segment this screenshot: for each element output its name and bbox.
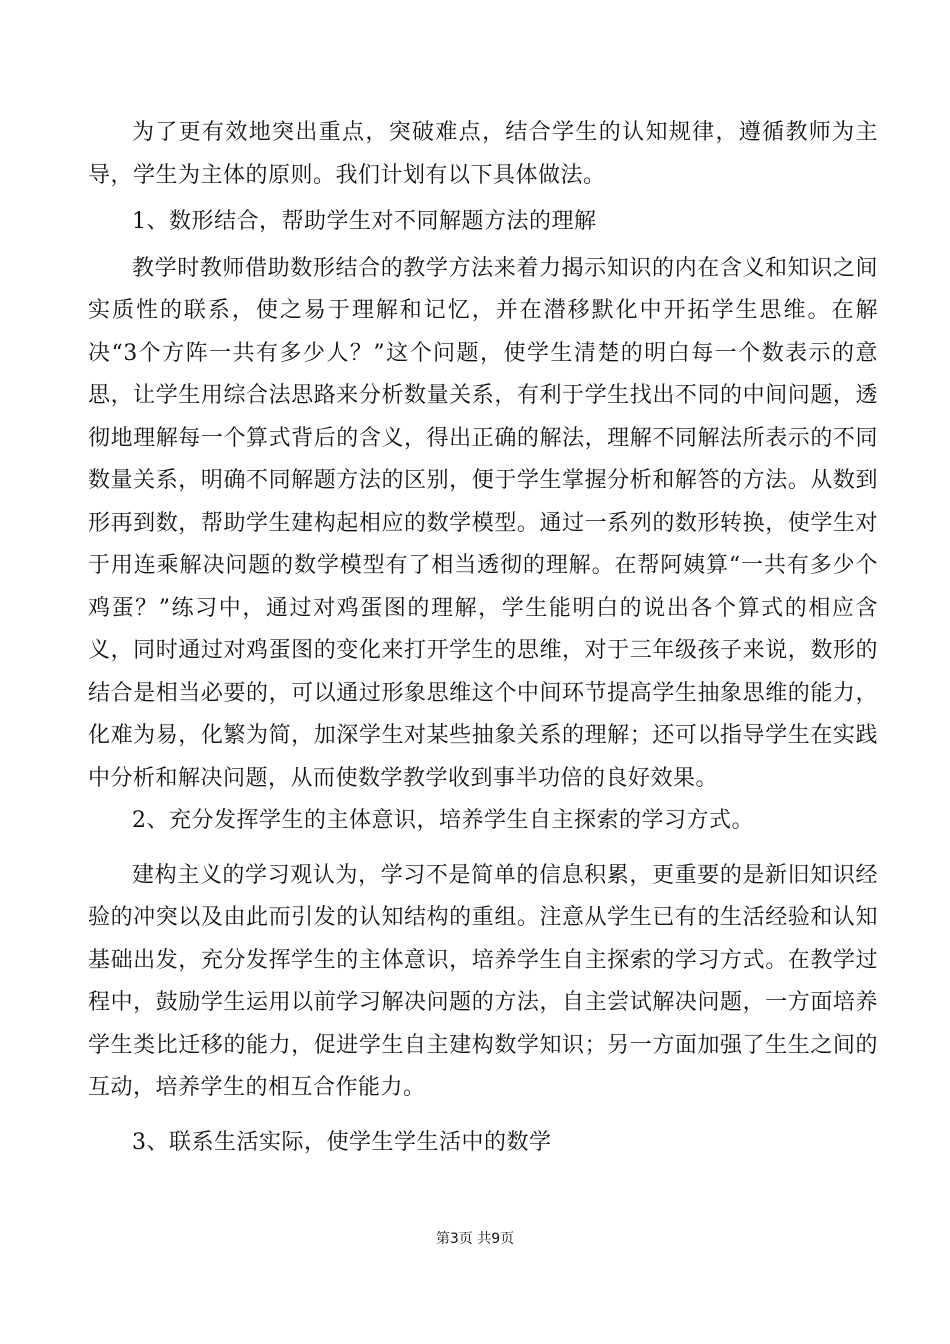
section-heading-1: 1、数形结合，帮助学生对不同解题方法的理解	[132, 209, 597, 234]
section-1-paragraph: 教学时教师借助数形结合的教学方法来着力揭示知识的内在含义和知识之间实质性的联系，使之易于理解和记忆，并在潜移默化中开拓学生思维。在解决“3个方阵一共有多少人？”这个问题，使学生清楚的明白每一个数表示的意思，让学生用综合法思路来分析数量关系，有利于学生找出不同的中间问题，透彻地理解每一个算式背后的含义，得出正确的解法，理解不同解法所表示的不同数量关系，明确不同解题方法的区别，便于学生掌握分析和解答的方法。从数到形再到数，帮助学生建构起相应的数学模型。通过一系列的数形转换，使学生对于用连乘解决问题的数学模型有了相当透彻的理解。在帮阿姨算“一共有多少个鸡蛋？”练习中，通过对鸡蛋图的理解，学生能明白的说出各个算式的相应含义，同时通过对鸡蛋图的变化来打开学生的思维，对于三年级孩子来说，数形的结合是相当必要的，可以通过形象思维这个中间环节提高学生抽象思维的能力，化难为易，化繁为简，加深学生对某些抽象关系的理解；还可以指导学生在实践中分析和解决问题，从而使数学教学收到事半功倍的良好效果。	[88, 255, 878, 791]
section-heading-2: 2、充分发挥学生的主体意识，培养学生自主探索的学习方式。	[132, 808, 754, 833]
page-number-footer: 第3页 共9页	[435, 1231, 515, 1247]
section-heading-3: 3、联系生活实际，使学生学生活中的数学	[132, 1129, 552, 1155]
intro-paragraph: 为了更有效地突出重点，突破难点，结合学生的认知规律，遵循教师为主导，学生为主体的原则。我们计划有以下具体做法。	[88, 120, 878, 188]
document-body	[88, 112, 878, 1164]
section-2-paragraph: 建构主义的学习观认为，学习不是简单的信息积累，更重要的是新旧知识经验的冲突以及由此而引发的认知结构的重组。注意从学生已有的生活经验和认知基础出发，充分发挥学生的主体意识，培养学生自主探索的学习方式。在教学过程中，鼓励学生运用以前学习解决问题的方法，自主尝试解决问题，一方面培养学生类比迁移的能力，促进学生自主建构数学知识；另一方面加强了生生之间的互动，培养学生的相互合作能力。	[88, 862, 878, 1100]
